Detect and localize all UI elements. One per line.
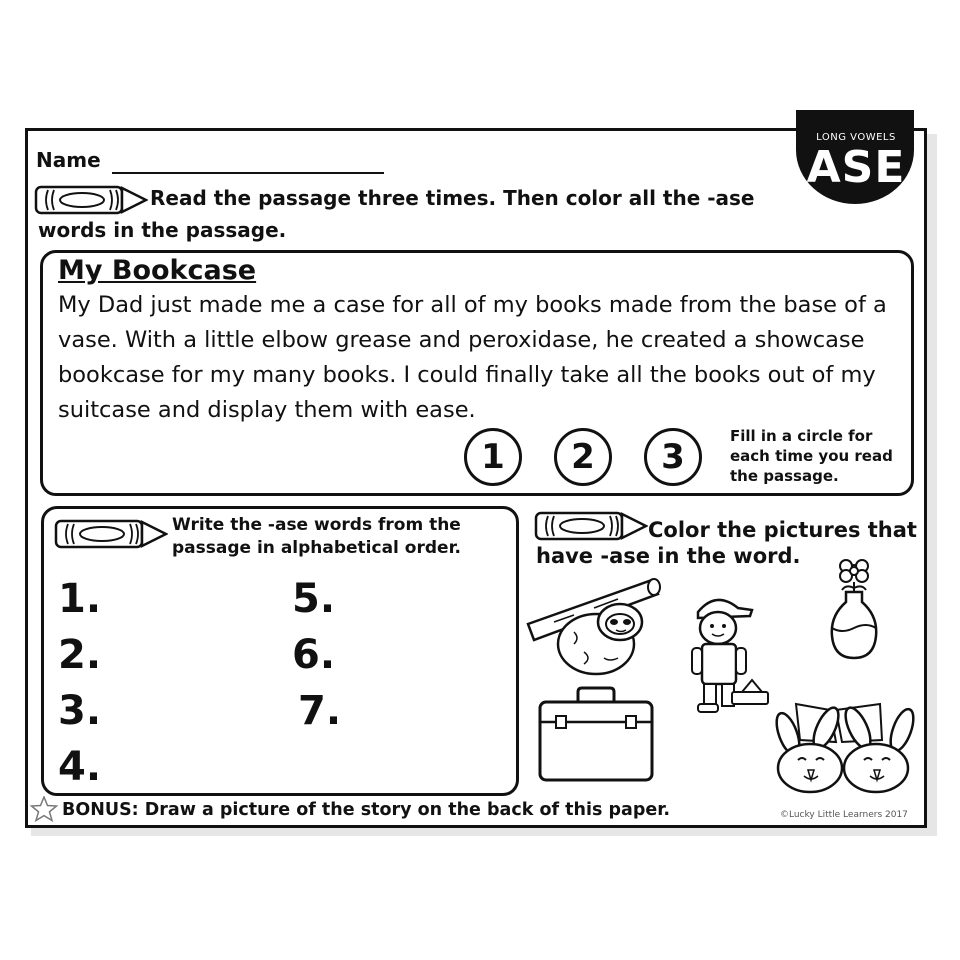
passage-line: My Dad just made me a case for all of my books made from the base of a — [58, 292, 887, 318]
copyright: ©Lucky Little Learners 2017 — [780, 810, 908, 820]
fill-note-line: each time you read — [730, 447, 893, 465]
write-instruction — [172, 514, 512, 560]
answer-number-1: 1. — [58, 576, 102, 622]
instruction-line-2: words in the passage. — [38, 218, 287, 242]
fill-note — [730, 426, 920, 486]
name-line[interactable] — [112, 172, 384, 174]
passage-line: suitcase and display them with ease. — [58, 397, 476, 423]
read-circle-1[interactable]: 1 — [464, 428, 522, 486]
answer-number-5: 5. — [292, 576, 336, 622]
read-circle-3[interactable]: 3 — [644, 428, 702, 486]
write-instruction-line: passage in alphabetical order. — [172, 538, 461, 558]
badge-subtitle: LONG VOWELS — [816, 132, 896, 143]
suitcase-icon[interactable] — [536, 686, 656, 784]
answer-number-2: 2. — [58, 632, 102, 678]
fill-note-line: Fill in a circle for — [730, 427, 873, 445]
passage-text — [58, 288, 908, 428]
badge-title: ASE — [806, 142, 906, 193]
color-instruction-line-1: Color the pictures that — [648, 518, 917, 542]
passage-line: vase. With a little elbow grease and peroxidase, he created a showcase — [58, 327, 865, 353]
bonus-instruction: BONUS: Draw a picture of the story on the back of this paper. — [62, 800, 671, 820]
fill-note-line: the passage. — [730, 467, 839, 485]
bunny-slippers-icon[interactable] — [770, 690, 920, 796]
sloth-icon[interactable] — [524, 572, 664, 680]
write-instruction-line: Write the -ase words from the — [172, 515, 461, 535]
crayon-icon — [534, 510, 648, 542]
answer-number-3: 3. — [58, 688, 102, 734]
answer-number-4: 4. — [58, 744, 102, 790]
answer-number-7: 7. — [298, 688, 342, 734]
name-label: Name — [36, 148, 101, 172]
star-icon — [30, 796, 58, 822]
passage-title: My Bookcase — [58, 255, 257, 286]
instruction-line-1: Read the passage three times. Then color all the -ase — [150, 186, 755, 210]
crayon-icon — [54, 518, 168, 550]
boy-icon[interactable] — [686, 592, 776, 716]
vase-icon[interactable] — [826, 556, 880, 664]
crayon-icon — [34, 184, 148, 216]
color-instruction-line-2: have -ase in the word. — [536, 544, 801, 568]
answer-number-6: 6. — [292, 632, 336, 678]
passage-line: bookcase for my many books. I could finally take all the books out of my — [58, 362, 876, 388]
read-circle-2[interactable]: 2 — [554, 428, 612, 486]
